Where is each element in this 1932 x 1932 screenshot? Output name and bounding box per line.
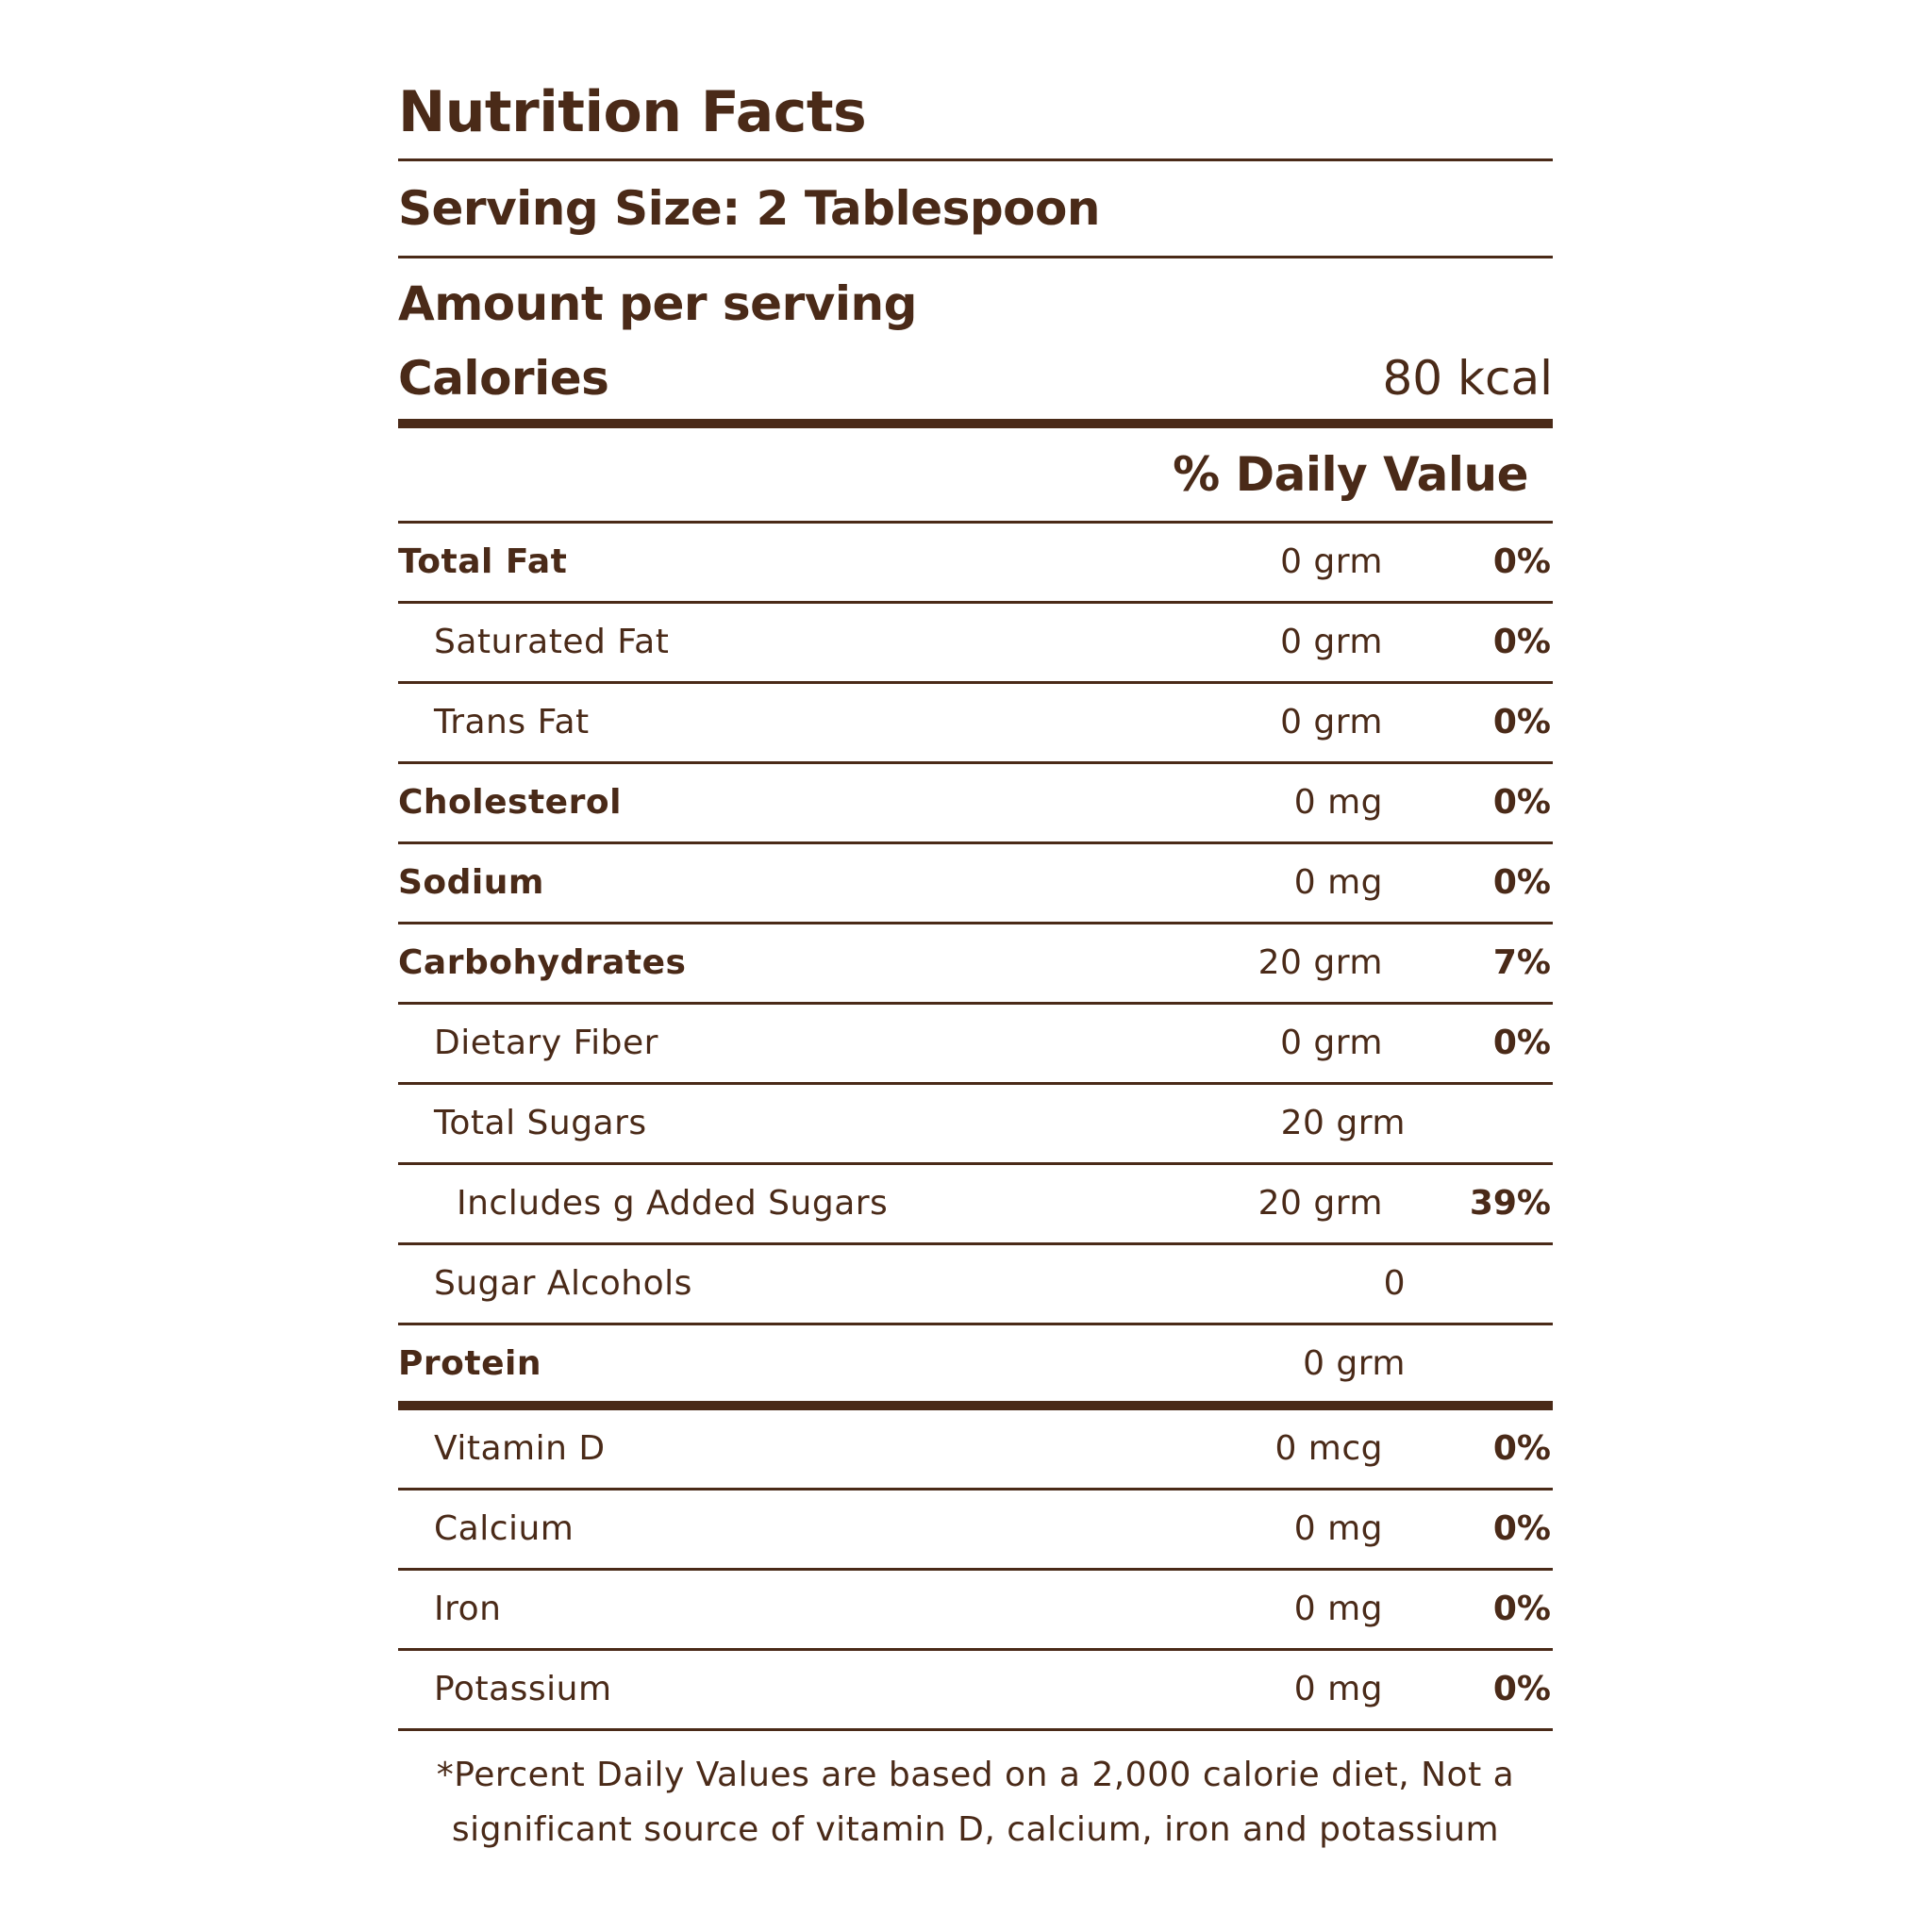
nutrient-daily-value: 0%: [1492, 1024, 1551, 1062]
calories-value: 80 kcal: [1382, 351, 1553, 406]
nutrient-daily-value: 0%: [1492, 1590, 1551, 1628]
nutrient-amount: 20 grm: [1257, 943, 1383, 982]
nutrient-name: Vitamin D: [434, 1429, 606, 1468]
nutrient-daily-value: 0%: [1492, 1670, 1551, 1708]
nutrient-amount: 0 grm: [1303, 1344, 1406, 1383]
nutrient-row-dietary-fiber: [398, 1005, 1553, 1085]
nutrient-amount: 20 grm: [1257, 1184, 1383, 1223]
nutrient-name: Total Sugars: [434, 1104, 647, 1142]
nutrient-amount: 0: [1383, 1264, 1406, 1303]
nutrient-row-total-fat: [398, 524, 1553, 604]
nutrient-daily-value: 7%: [1492, 943, 1551, 982]
nutrient-name: Cholesterol: [398, 783, 622, 822]
nutrient-row-sodium: [398, 844, 1553, 924]
nutrient-name: Sugar Alcohols: [434, 1264, 692, 1303]
nutrient-name: Trans Fat: [434, 703, 590, 741]
nutrient-name: Iron: [434, 1590, 502, 1628]
nutrient-name: Total Fat: [398, 542, 568, 581]
nutrient-amount: 0 grm: [1280, 703, 1383, 741]
nutrient-row-trans-fat: [398, 684, 1553, 764]
nutrient-amount: 0 grm: [1280, 623, 1383, 661]
nutrient-row-total-sugars: [398, 1085, 1553, 1165]
nutrient-name: Includes g Added Sugars: [457, 1184, 889, 1223]
nutrition-facts-label: [398, 66, 1553, 1857]
nutrient-row-iron: [398, 1571, 1553, 1651]
nutrient-row-sugar-alcohols: [398, 1245, 1553, 1325]
nutrient-name: Protein: [398, 1344, 541, 1383]
nutrient-daily-value: 0%: [1492, 1429, 1551, 1468]
nutrient-amount: 0 grm: [1280, 1024, 1383, 1062]
label-title: Nutrition Facts: [398, 66, 1553, 161]
nutrient-name: Saturated Fat: [434, 623, 670, 661]
nutrient-amount: 0 mcg: [1274, 1429, 1383, 1468]
daily-value-header: % Daily Value: [398, 428, 1553, 524]
nutrient-name: Dietary Fiber: [434, 1024, 658, 1062]
nutrient-daily-value: 0%: [1492, 542, 1551, 581]
nutrient-row-potassium: [398, 1651, 1553, 1731]
nutrient-amount: 0 mg: [1293, 863, 1383, 902]
nutrient-amount: 0 grm: [1280, 542, 1383, 581]
nutrient-name: Calcium: [434, 1509, 575, 1548]
nutrient-row-cholesterol: [398, 764, 1553, 844]
nutrient-daily-value: 39%: [1469, 1184, 1551, 1223]
nutrient-row-vitamin-d: [398, 1410, 1553, 1491]
nutrient-amount: 0 mg: [1293, 1670, 1383, 1708]
nutrient-daily-value: 0%: [1492, 863, 1551, 902]
nutrient-daily-value: 0%: [1492, 703, 1551, 741]
nutrient-daily-value: 0%: [1492, 1509, 1551, 1548]
nutrient-amount: 0 mg: [1293, 1509, 1383, 1548]
nutrient-amount: 0 mg: [1293, 1590, 1383, 1628]
nutrient-row-calcium: [398, 1491, 1553, 1571]
footnote: *Percent Daily Values are based on a 2,000 calorie diet, Not a significant source of vitamin D, calcium, iron and potassium: [436, 1756, 1515, 1849]
calories-label: Calories: [398, 351, 609, 406]
calories-row: [398, 338, 1553, 428]
nutrient-row-saturated-fat: [398, 604, 1553, 684]
amount-per-serving: Amount per serving: [398, 276, 917, 331]
nutrient-amount: 0 mg: [1293, 783, 1383, 822]
nutrient-name: Sodium: [398, 863, 544, 902]
nutrient-name: Carbohydrates: [398, 943, 687, 982]
serving-size: Serving Size: 2 Tablespoon: [398, 161, 1553, 258]
nutrient-daily-value: 0%: [1492, 783, 1551, 822]
nutrient-row-protein: [398, 1325, 1553, 1410]
nutrient-row-added-sugars: [398, 1165, 1553, 1245]
nutrient-name: Potassium: [434, 1670, 612, 1708]
nutrient-amount: 20 grm: [1280, 1104, 1406, 1142]
nutrient-daily-value: 0%: [1492, 623, 1551, 661]
nutrient-row-carbohydrates: [398, 924, 1553, 1005]
